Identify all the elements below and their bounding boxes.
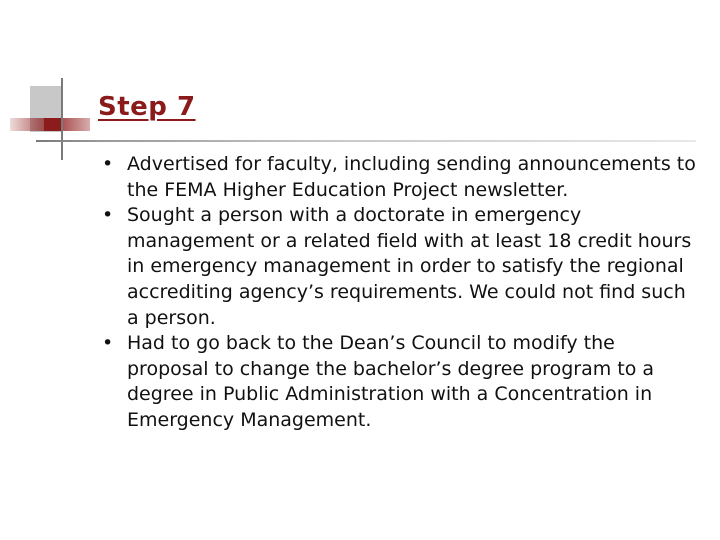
- title-underline-rule: [36, 140, 696, 142]
- bullet-list: [102, 152, 702, 434]
- bullet-item: [102, 331, 702, 433]
- bullet-dot: •: [102, 153, 114, 175]
- bullet-text: Advertised for faculty, including sending announcements to the FEMA Higher Education Project newsletter.: [127, 153, 696, 201]
- bullet-text: Had to go back to the Dean’s Council to modify the proposal to change the bachelor’s degree program to a degree in Public Administration with a Concentration in Emergency Management.: [127, 332, 655, 431]
- bullet-text: Sought a person with a doctorate in emergency management or a related field with at least 18 credit hours in emergency management in order to satisfy the regional accrediting agency’s requirements. We could not find such a person.: [127, 204, 692, 329]
- slide-title: Step 7: [98, 92, 196, 122]
- bullet-dot: •: [102, 332, 114, 355]
- bullet-dot: •: [102, 204, 114, 227]
- ornament-red-square: [44, 118, 62, 131]
- bullet-item: [102, 152, 702, 203]
- bullet-item: [102, 203, 702, 331]
- ornament-vertical-line: [61, 78, 63, 160]
